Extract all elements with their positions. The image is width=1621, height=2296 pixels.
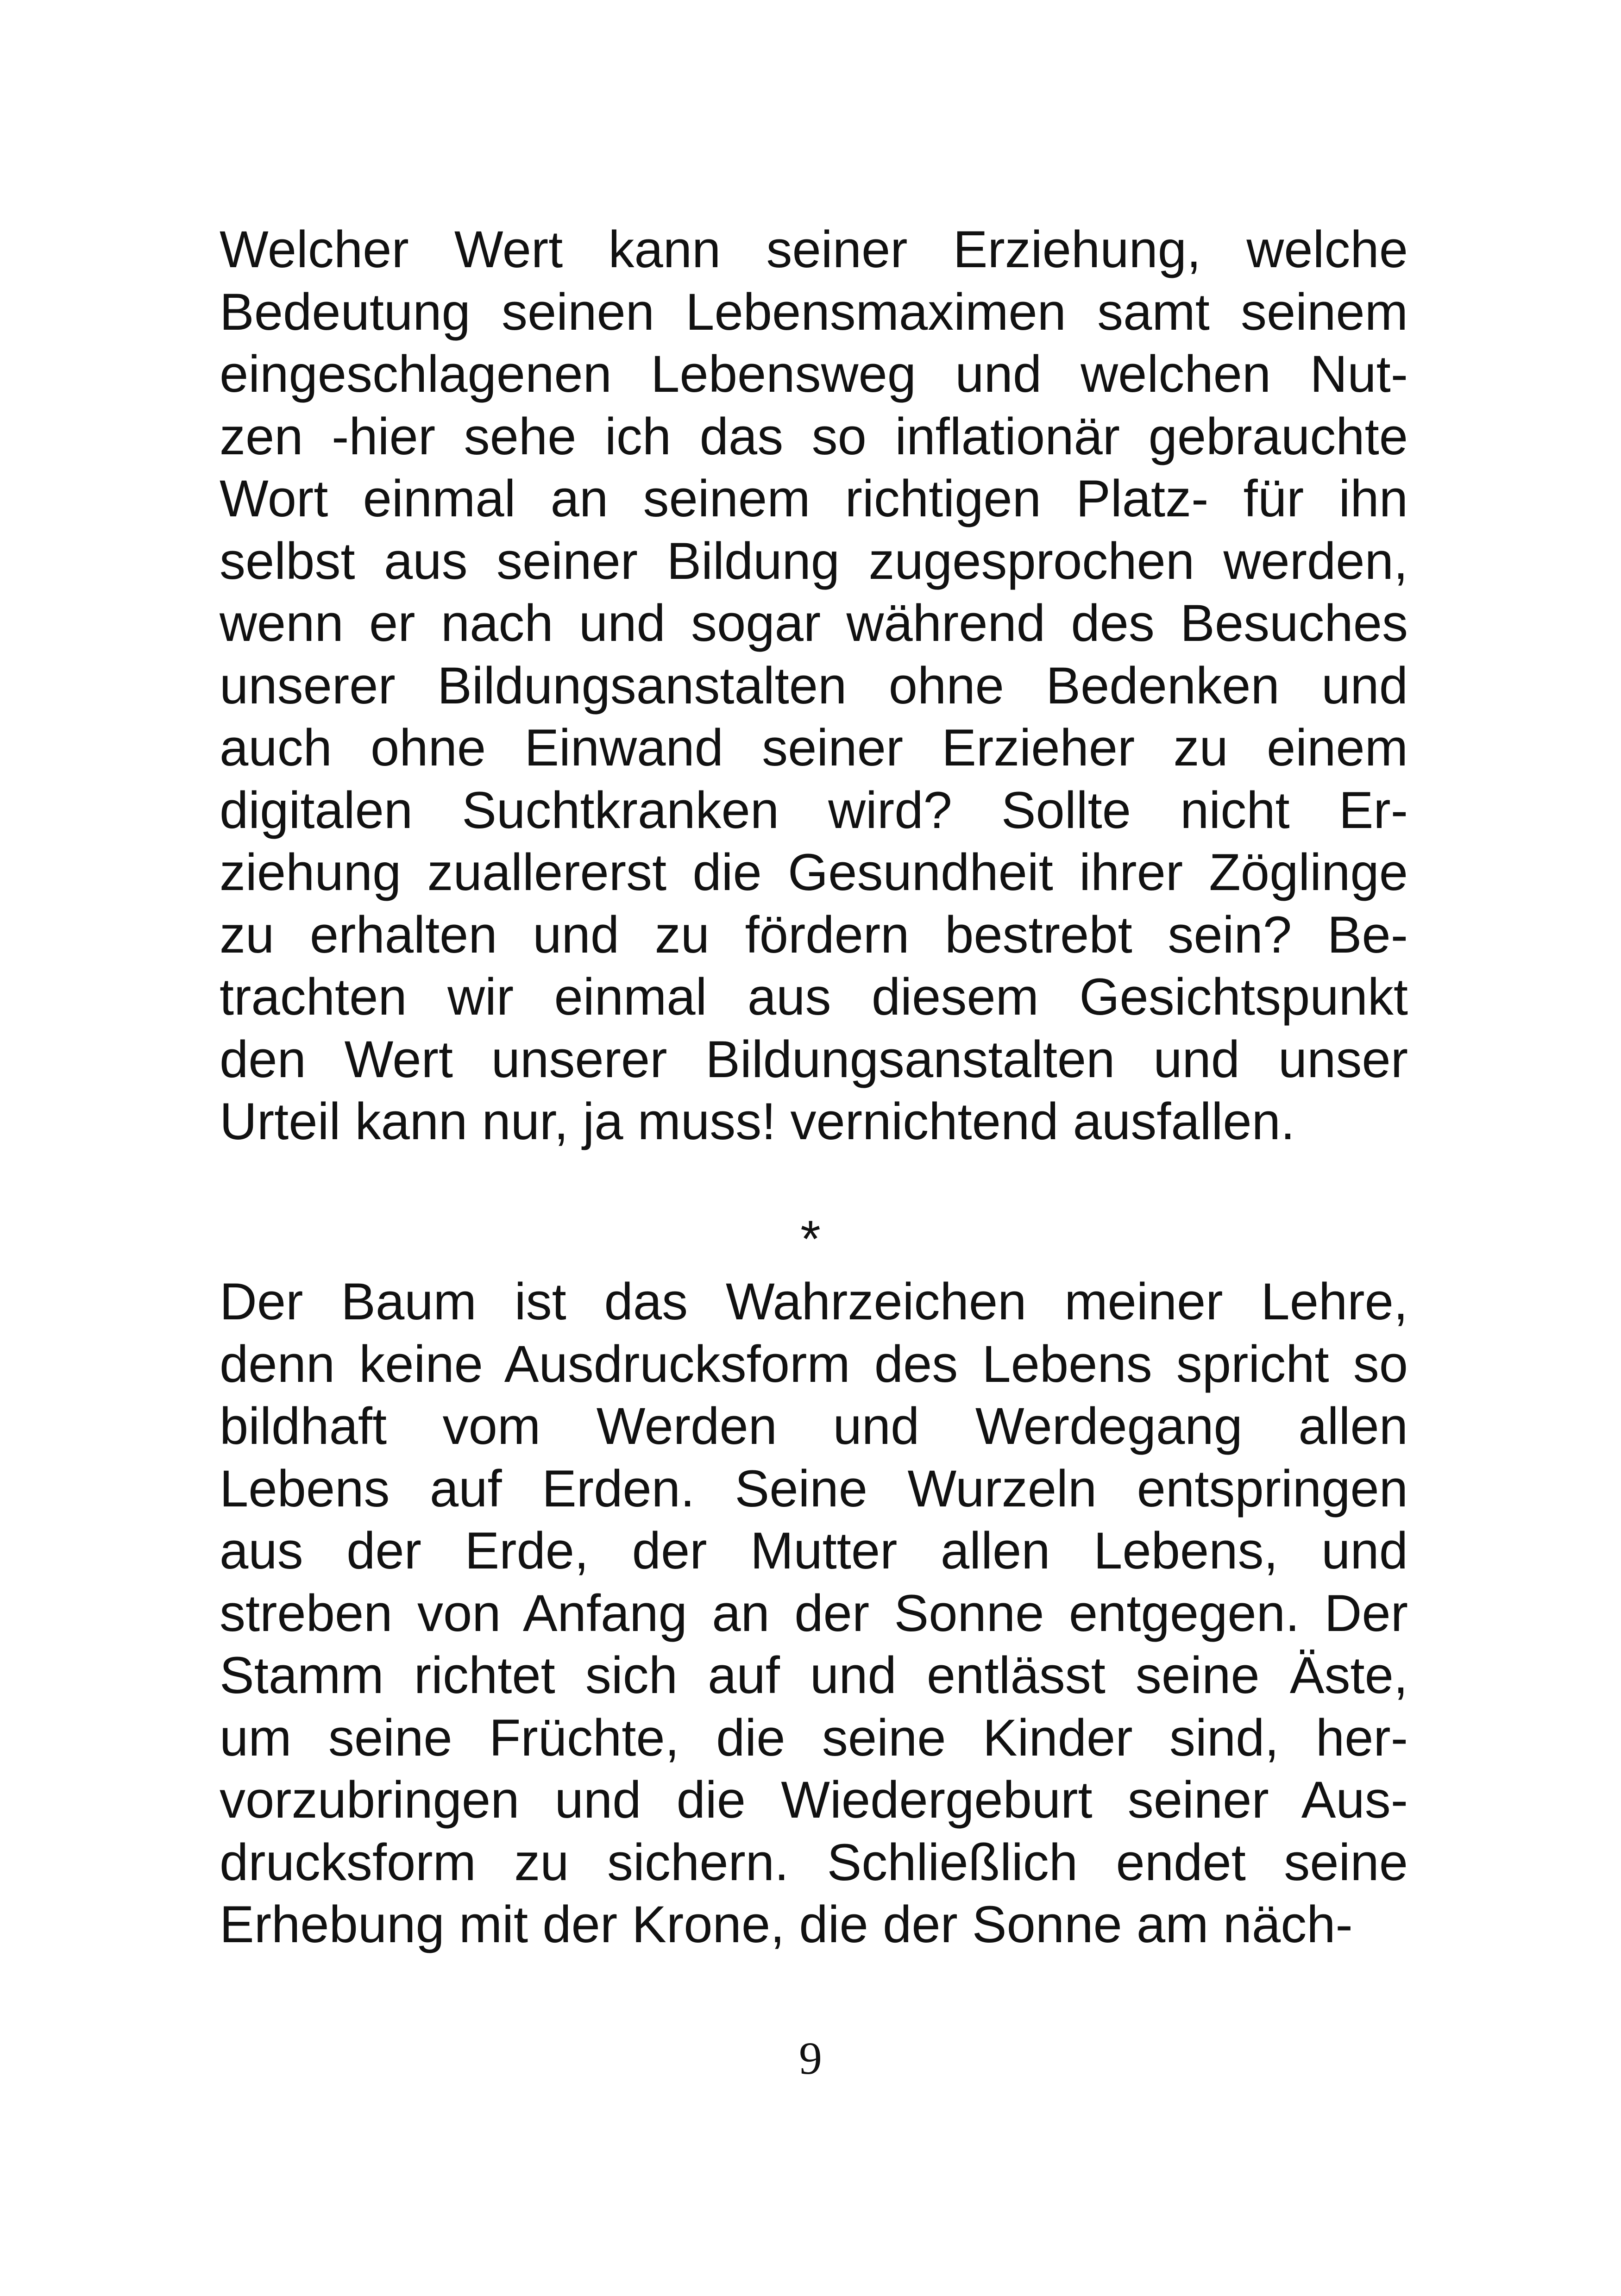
paragraph-line: drucksform zu sichern. Schließlich endet seine bbox=[220, 1833, 1408, 1891]
paragraph-1 bbox=[220, 219, 1408, 1153]
paragraph-line: wenn er nach und sogar während des Besuches bbox=[220, 594, 1408, 652]
paragraph-line: Lebens auf Erden. Seine Wurzeln entspringen bbox=[220, 1459, 1408, 1518]
paragraph-line: um seine Früchte, die seine Kinder sind, her- bbox=[220, 1708, 1408, 1767]
paragraph-line: selbst aus seiner Bildung zugesprochen werden, bbox=[220, 532, 1408, 590]
paragraph-line: den Wert unserer Bildungsanstalten und unser bbox=[220, 1030, 1408, 1088]
paragraph-line: Wort einmal an seinem richtigen Platz- für ihn bbox=[220, 470, 1408, 527]
paragraph-line: vorzubringen und die Wiedergeburt seiner Aus- bbox=[220, 1771, 1408, 1829]
paragraph-line: digitalen Suchtkranken wird? Sollte nicht Er- bbox=[220, 781, 1408, 839]
paragraph-line: unserer Bildungsanstalten ohne Bedenken und bbox=[220, 656, 1408, 715]
paragraph-line: bildhaft vom Werden und Werdegang allen bbox=[220, 1397, 1408, 1455]
paragraph-line: streben von Anfang an der Sonne entgegen. Der bbox=[220, 1584, 1408, 1642]
paragraph-line: Welcher Wert kann seiner Erziehung, welche bbox=[220, 220, 1408, 278]
paragraph-line: Der Baum ist das Wahrzeichen meiner Lehre, bbox=[220, 1273, 1408, 1330]
section-separator: * bbox=[800, 1210, 821, 1268]
page-number: 9 bbox=[799, 2033, 822, 2084]
paragraph-2 bbox=[220, 1271, 1408, 1956]
paragraph-line: aus der Erde, der Mutter allen Lebens, und bbox=[220, 1522, 1408, 1580]
paragraph-line: zen -hier sehe ich das so inflationär gebrauchte bbox=[220, 407, 1408, 465]
paragraph-line: denn keine Ausdrucksform des Lebens spricht so bbox=[220, 1335, 1408, 1393]
paragraph-line: eingeschlagenen Lebensweg und welchen Nut- bbox=[220, 345, 1408, 403]
paragraph-line: Bedeutung seinen Lebensmaximen samt seinem bbox=[220, 282, 1408, 341]
paragraph-line: ziehung zuallererst die Gesundheit ihrer Zöglinge bbox=[220, 843, 1408, 901]
paragraph-line: Urteil kann nur, ja muss! vernichtend ausfallen. bbox=[220, 1092, 1295, 1150]
paragraph-line: trachten wir einmal aus diesem Gesichtspunkt bbox=[220, 968, 1408, 1026]
paragraph-line: zu erhalten und zu fördern bestrebt sein? Be- bbox=[220, 905, 1408, 964]
paragraph-line: Stamm richtet sich auf und entlässt seine Äste, bbox=[220, 1646, 1408, 1704]
paragraph-line: Erhebung mit der Krone, die der Sonne am näch- bbox=[220, 1895, 1353, 1953]
paragraph-line: auch ohne Einwand seiner Erzieher zu einem bbox=[220, 719, 1408, 777]
